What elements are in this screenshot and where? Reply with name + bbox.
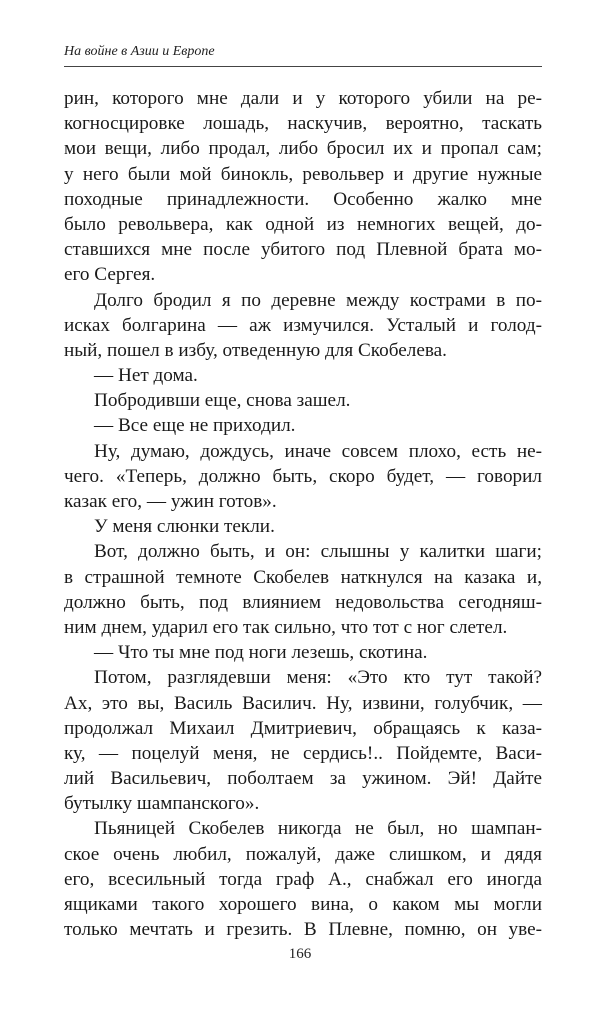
text-line: бутылку шампанского». (64, 793, 260, 815)
text-line: Вот, должно быть, и он: слышны у калитки шаги; (94, 541, 542, 563)
text-line: его Сергея. (64, 264, 156, 286)
text-line: — Все еще не приходил. (94, 415, 296, 437)
text-line: когносцировке лошадь, наскучив, вероятно, таскать (64, 113, 542, 135)
text-line: у него были мой бинокль, револьвер и другие нужные (64, 163, 542, 185)
text-line: ним днем, ударил его так сильно, что тот с ног слетел. (64, 616, 508, 638)
text-line: Ну, думаю, дождусь, иначе совсем плохо, есть не- (94, 440, 542, 462)
text-line: продолжал Михаил Дмитриевич, обращаясь к каза- (64, 717, 542, 739)
text-line: походные принадлежности. Особенно жалко мне (64, 188, 542, 210)
text-line: лий Васильевич, поболтаем за ужином. Эй! Дайте (64, 768, 542, 790)
text-line: ящиками такого хорошего вина, о каком мы могли (64, 894, 542, 915)
text-line: должно быть, под влиянием недовольства сегодняш- (64, 591, 542, 613)
text-line: Потом, разглядевши меня: «Это кто тут такой? (94, 667, 542, 689)
text-line: его, всесильный тогда граф А., снабжал его иногда (64, 868, 542, 890)
text-line: ставшихся мне после убитого под Плевной брата мо- (64, 239, 542, 261)
text-line: рин, которого мне дали и у которого убили на ре- (64, 88, 542, 109)
text-line: Пьяницей Скобелев никогда не был, но шампан- (94, 818, 542, 840)
text-line: чего. «Теперь, должно быть, скоро будет, — говорил (64, 465, 542, 487)
text-line: казак его, — ужин готов». (64, 491, 277, 512)
text-line: Побродивши еще, снова зашел. (94, 390, 351, 412)
text-line: У меня слюнки текли. (94, 516, 275, 538)
header-rule (64, 66, 542, 67)
text-line: мои вещи, либо продал, либо бросил их и пропал сам; (64, 138, 542, 160)
text-line: Ах, это вы, Василь Василич. Ну, извини, голубчик, — (64, 692, 542, 714)
text-line: — Что ты мне под ноги лезешь, скотина. (94, 642, 428, 664)
text-line: — Нет дома. (94, 365, 198, 387)
text-line: ку, — поцелуй меня, не сердись!.. Пойдемте, Васи- (64, 742, 542, 764)
text-line: Долго бродил я по деревне между кострами в по- (94, 289, 542, 311)
text-line: было револьвера, как одной из немногих вещей, до- (64, 213, 542, 235)
text-line: ское очень любил, пожалуй, даже слишком, и дядя (64, 843, 542, 865)
running-head: На войне в Азии и Европе (64, 44, 215, 59)
body-text (64, 86, 542, 942)
text-line: в страшной темноте Скобелев наткнулся на казака и, (64, 566, 542, 588)
text-line: ный, пошел в избу, отведенную для Скобелева. (64, 339, 447, 361)
text-line: исках болгарина — аж измучился. Усталый и голод- (64, 314, 542, 336)
page-number: 166 (288, 946, 312, 962)
text-line: только мечтать и грезить. В Плевне, помню, он уве- (64, 919, 542, 941)
